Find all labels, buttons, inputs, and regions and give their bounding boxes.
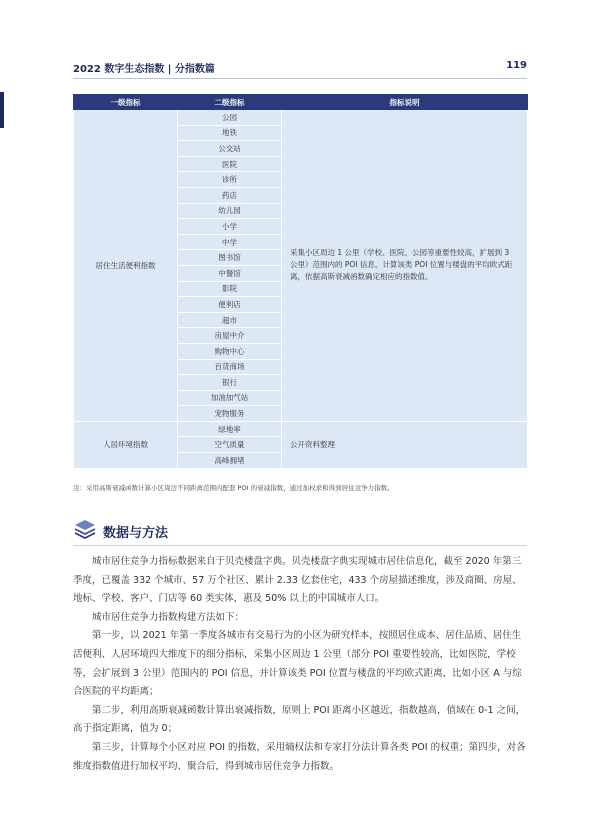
- level2-indicator: 影院: [178, 281, 282, 297]
- level1-indicator: 居住生活便利指数: [74, 110, 178, 422]
- table-header-row: [74, 95, 528, 110]
- level2-indicator: 超市: [178, 312, 282, 328]
- column-header: 指标说明: [282, 95, 528, 110]
- layers-icon: [73, 517, 97, 541]
- level2-indicator: 小学: [178, 219, 282, 235]
- level2-indicator: 公交站: [178, 141, 282, 157]
- table-row: [74, 421, 528, 437]
- level2-indicator: 地铁: [178, 125, 282, 141]
- column-header: 二级指标: [178, 95, 282, 110]
- level2-indicator: 幼儿园: [178, 203, 282, 219]
- level1-indicator: 人居环境指数: [74, 421, 178, 468]
- level2-indicator: 百货商场: [178, 359, 282, 375]
- paragraph: 第二步，利用高斯衰减函数计算出衰减指数，原则上 POI 距离小区越近，指数越高，值域在 0-1 之间，高于指定距离，值为 0；: [73, 704, 526, 735]
- level2-indicator: 中学: [178, 234, 282, 250]
- section-title: 数据与方法: [103, 526, 169, 541]
- table-note: 注：采用高斯衰减函数计算小区周边不同距离范围内配套 POI 的衰减指数，通过加权求和得到居住竞争力指数。: [73, 484, 394, 492]
- paragraph: 城市居住竞争力指数构建方法如下：: [92, 611, 245, 623]
- paragraph: 第三步，计算每个小区对应 POI 的指数，采用熵权法和专家打分法计算各类 POI 的权重；第四步，对各维度指数值进行加权平均、聚合后，得到城市居住竞争力指数。: [73, 741, 526, 772]
- page-edge-marker: [0, 92, 4, 128]
- level2-indicator: 房屋中介: [178, 328, 282, 344]
- level2-indicator: 医院: [178, 156, 282, 172]
- paragraph: 城市居住竞争力指标数据来自于贝壳楼盘字典。贝壳楼盘字典实现城市居住信息化，截至 2020 年第三季度，已覆盖 332 个城市、57 万个社区、累计 2.33 亿套住宅，433 个房屋描述维度，涉及商圈、房屋、地标、学校、客户、门店等 60 类实体，惠及 50% 以上的中国城市人口。: [73, 556, 522, 605]
- level2-indicator: 银行: [178, 375, 282, 391]
- level2-indicator: 药店: [178, 187, 282, 203]
- indicator-description: 采集小区周边 1 公里（学校、医院、公园等重要性较高，扩展到 3 公里）范围内的 POI 信息，计算该类 POI 位置与楼盘的平均欧式距离，依据高斯衰减函数确定相应的指数值。: [282, 110, 528, 422]
- table-row: [74, 110, 528, 126]
- column-header: 一级指标: [74, 95, 178, 110]
- level2-indicator: 高峰拥堵: [178, 453, 282, 469]
- level2-indicator: 购物中心: [178, 343, 282, 359]
- level2-indicator: 便利店: [178, 297, 282, 313]
- level2-indicator: 图书馆: [178, 250, 282, 266]
- level2-indicator: 绿地率: [178, 421, 282, 437]
- section-divider: [73, 545, 527, 546]
- level2-indicator: 诊所: [178, 172, 282, 188]
- level2-indicator: 加油加气站: [178, 390, 282, 406]
- level2-indicator: 宠物服务: [178, 406, 282, 422]
- indicator-table: [73, 94, 528, 469]
- indicator-description: 公开资料整理: [282, 421, 528, 468]
- page-number: 119: [506, 60, 527, 71]
- level2-indicator: 空气质量: [178, 437, 282, 453]
- body-text: [73, 553, 527, 776]
- header-title: 2022 数字生态指数 | 分指数篇: [73, 64, 215, 75]
- page-header: [73, 60, 527, 76]
- level2-indicator: 中餐馆: [178, 265, 282, 281]
- level2-indicator: 公园: [178, 110, 282, 126]
- paragraph: 第一步，以 2021 年第一季度各城市有交易行为的小区为研究样本，按照居住成本、居住品质、居住生活便利、人居环境四大维度下的细分指标，采集小区周边 1 公里（部分 POI 重要性较高，比如医院，学校等，会扩展到 3 公里）范围内的 POI 信息，并计算该类 POI 位置与楼盘的平均欧式距离，比如小区 A 与综合医院的平均距离；: [73, 630, 522, 698]
- table-body: [74, 110, 528, 469]
- header-divider: [73, 78, 527, 79]
